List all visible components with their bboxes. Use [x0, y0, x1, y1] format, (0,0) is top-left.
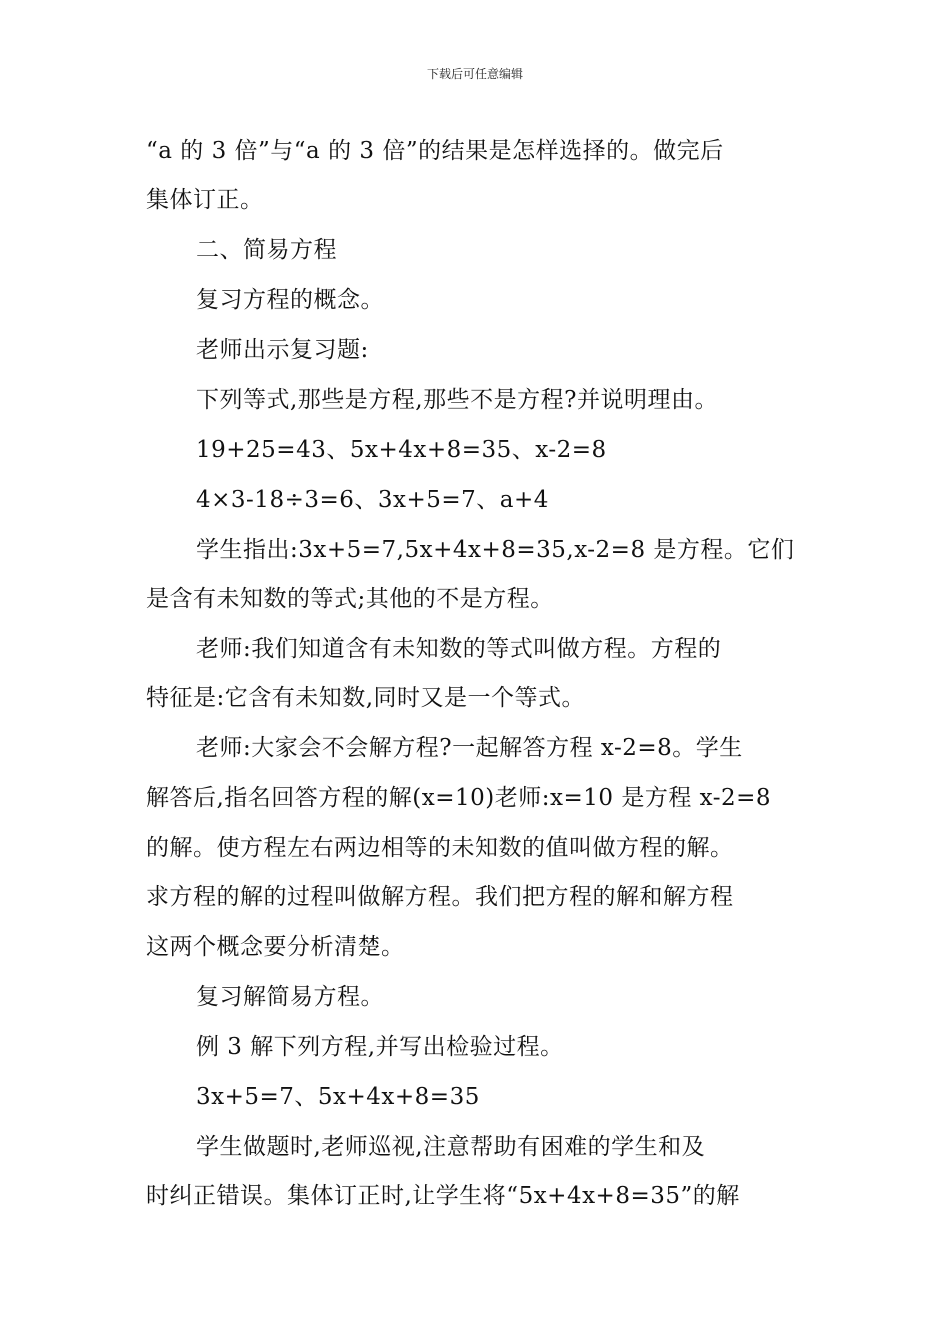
equation-line: 3x+5=7、5x+4x+8=35	[196, 1084, 480, 1110]
text-line: 特征是:它含有未知数,同时又是一个等式。	[146, 685, 586, 711]
text-line: 学生指出:3x+5=7,5x+4x+8=35,x-2=8 是方程。它们	[196, 537, 795, 563]
equation-line: 4×3-18÷3=6、3x+5=7、a+4	[196, 487, 549, 513]
text-line: 例 3 解下列方程,并写出检验过程。	[196, 1034, 564, 1060]
page-header: 下载后可任意编辑	[426, 67, 523, 81]
text-line: “a 的 3 倍”与“a 的 3 倍”的结果是怎样选择的。做完后	[146, 138, 724, 164]
section-heading: 二、简易方程	[196, 237, 337, 263]
text-line: 老师:大家会不会解方程?一起解答方程 x-2=8。学生	[196, 735, 743, 761]
text-line: 解答后,指名回答方程的解(x=10)老师:x=10 是方程 x-2=8	[146, 785, 772, 811]
text-line: 学生做题时,老师巡视,注意帮助有困难的学生和及	[196, 1134, 706, 1160]
text-line: 这两个概念要分析清楚。	[146, 934, 405, 960]
text-line: 时纠正错误。集体订正时,让学生将“5x+4x+8=35”的解	[146, 1183, 740, 1209]
text-line: 复习方程的概念。	[196, 287, 384, 313]
text-line: 的解。使方程左右两边相等的未知数的值叫做方程的解。	[146, 835, 734, 861]
text-line: 集体订正。	[146, 187, 264, 213]
text-line: 复习解简易方程。	[196, 984, 384, 1010]
text-line: 是含有未知数的等式;其他的不是方程。	[146, 586, 554, 612]
text-line: 下列等式,那些是方程,那些不是方程?并说明理由。	[196, 387, 718, 413]
text-line: 老师出示复习题:	[196, 337, 369, 363]
text-line: 求方程的解的过程叫做解方程。我们把方程的解和解方程	[146, 884, 734, 910]
equation-line: 19+25=43、5x+4x+8=35、x-2=8	[196, 437, 607, 463]
text-line: 老师:我们知道含有未知数的等式叫做方程。方程的	[196, 636, 722, 662]
